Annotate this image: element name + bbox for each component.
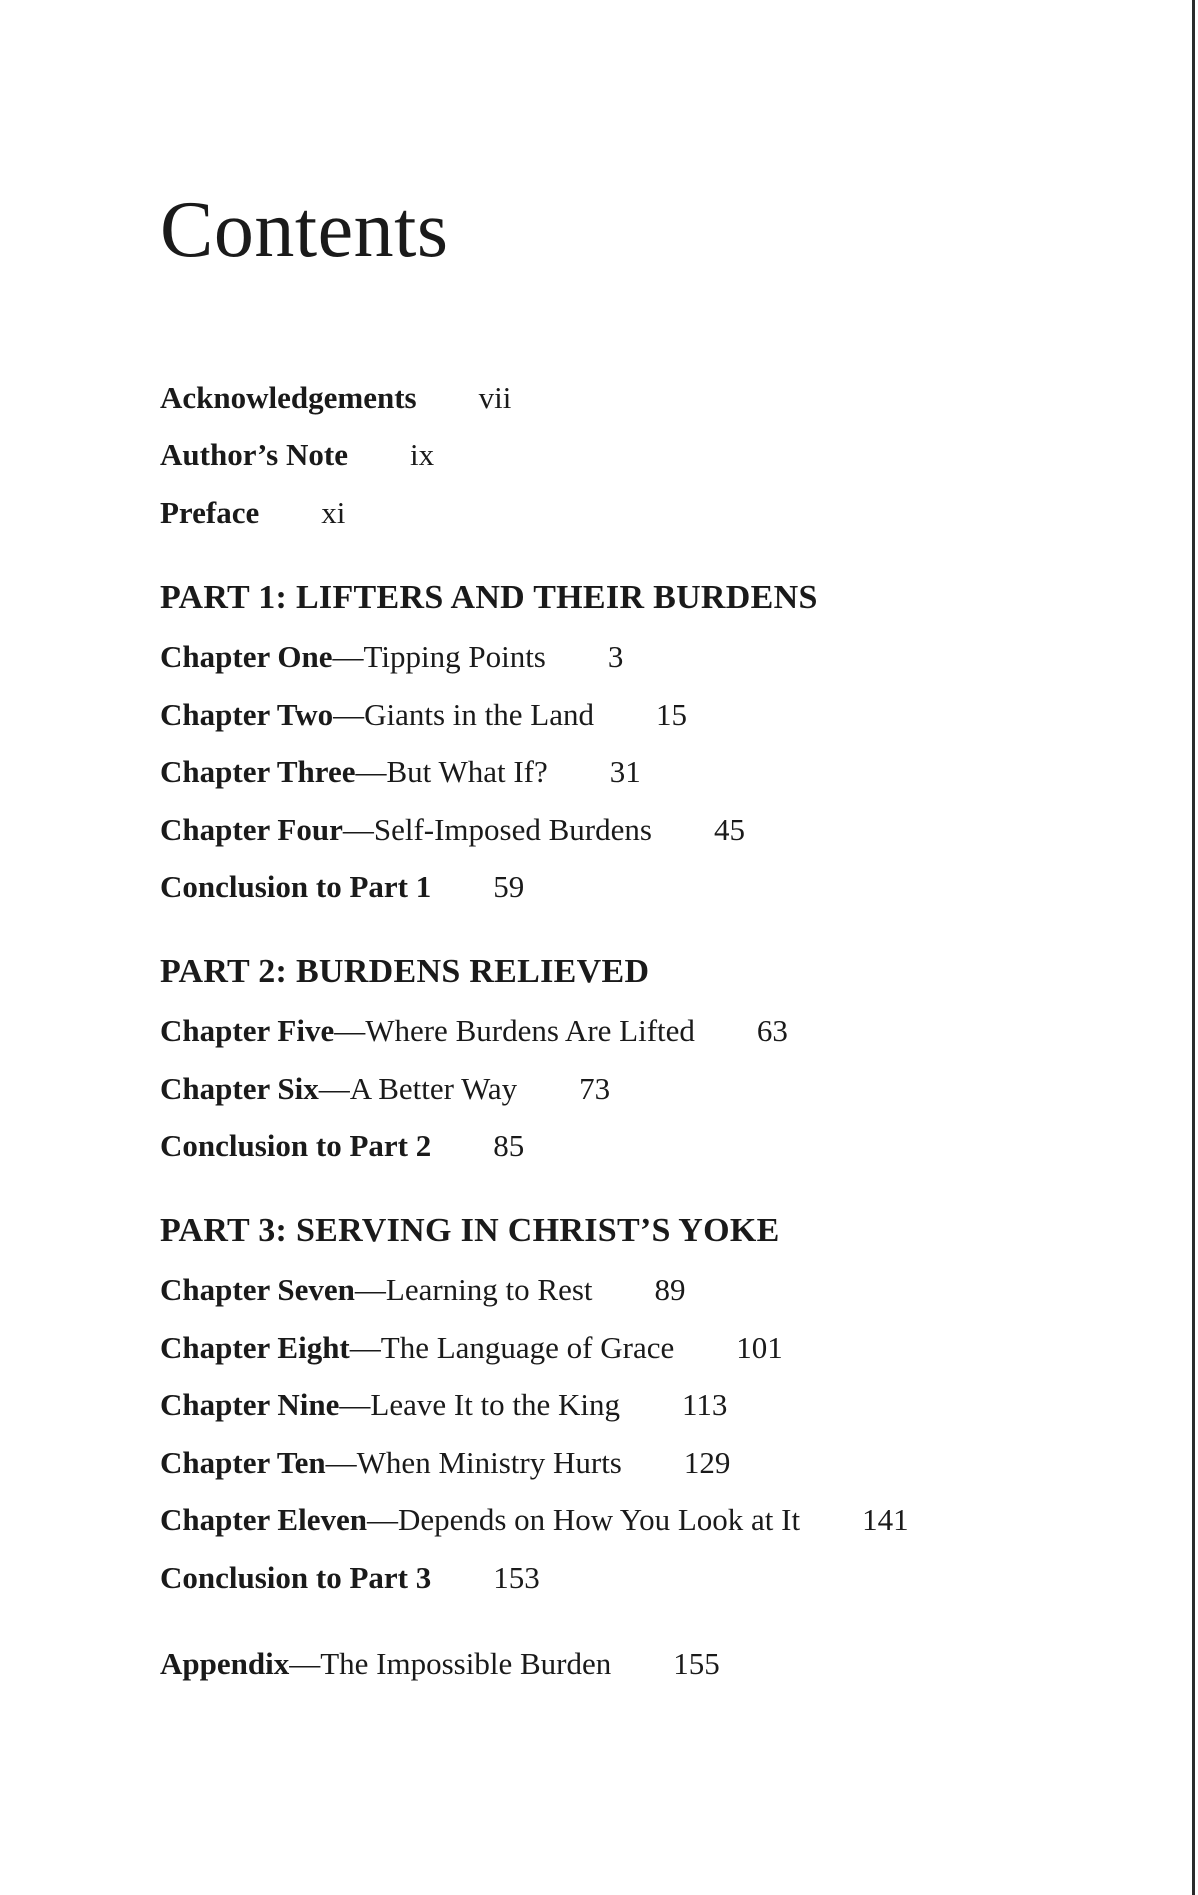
entry-page-number: 45 xyxy=(713,812,745,847)
entry-page-number: 153 xyxy=(493,1560,540,1595)
toc-entry-chapter-three[interactable] xyxy=(160,752,641,792)
entry-name: Chapter Eight xyxy=(160,1330,350,1365)
entry-name: Chapter Ten xyxy=(160,1445,326,1480)
entry-page-number: 101 xyxy=(736,1330,783,1365)
entry-subtitle: —The Impossible Burden xyxy=(289,1646,612,1681)
part-3-heading: PART 3: SERVING IN CHRIST’S YOKE xyxy=(160,1212,780,1249)
toc-entry-conclusion-part-2[interactable] xyxy=(160,1126,524,1166)
entry-page-number: 15 xyxy=(655,697,687,732)
entry-page-number: xi xyxy=(321,495,346,530)
entry-subtitle: —When Ministry Hurts xyxy=(325,1445,622,1480)
entry-page-number: vii xyxy=(478,380,512,415)
entry-name: Chapter Nine xyxy=(160,1387,340,1422)
entry-page-number: 155 xyxy=(673,1646,720,1681)
toc-entry-authors-note[interactable] xyxy=(160,435,434,475)
entry-subtitle: —Where Burdens Are Lifted xyxy=(334,1013,695,1048)
entry-page-number: ix xyxy=(409,437,435,472)
entry-name: Conclusion to Part 2 xyxy=(160,1128,432,1163)
entry-subtitle: —Self-Imposed Burdens xyxy=(342,812,652,847)
toc-entry-chapter-ten[interactable] xyxy=(160,1443,730,1483)
toc-entry-chapter-eleven[interactable] xyxy=(160,1500,909,1540)
entry-name: Preface xyxy=(160,495,260,530)
page-edge-border xyxy=(1192,0,1195,1895)
entry-name: Chapter Eleven xyxy=(160,1502,367,1537)
part-2-heading: PART 2: BURDENS RELIEVED xyxy=(160,953,650,990)
part-1-heading: PART 1: LIFTERS AND THEIR BURDENS xyxy=(160,579,818,616)
entry-page-number: 141 xyxy=(862,1502,909,1537)
page-title: Contents xyxy=(160,186,449,274)
toc-entry-preface[interactable] xyxy=(160,493,345,533)
toc-entry-chapter-one[interactable] xyxy=(160,637,623,677)
entry-name: Chapter Four xyxy=(160,812,343,847)
entry-subtitle: —The Language of Grace xyxy=(349,1330,675,1365)
entry-page-number: 3 xyxy=(607,639,624,674)
toc-entry-conclusion-part-1[interactable] xyxy=(160,867,524,907)
entry-name: Chapter Five xyxy=(160,1013,335,1048)
entry-subtitle: —Leave It to the King xyxy=(339,1387,621,1422)
toc-entry-chapter-two[interactable] xyxy=(160,695,687,735)
entry-name: Appendix xyxy=(160,1646,290,1681)
toc-entry-chapter-seven[interactable] xyxy=(160,1270,686,1310)
toc-entry-chapter-six[interactable] xyxy=(160,1069,610,1109)
entry-page-number: 63 xyxy=(756,1013,788,1048)
entry-page-number: 129 xyxy=(683,1445,731,1480)
entry-page-number: 59 xyxy=(493,869,525,904)
entry-name: Acknowledgements xyxy=(160,380,417,415)
entry-page-number: 89 xyxy=(654,1272,686,1307)
entry-name: Chapter One xyxy=(160,639,333,674)
entry-page-number: 73 xyxy=(579,1071,611,1106)
entry-subtitle: —Learning to Rest xyxy=(354,1272,593,1307)
toc-entry-chapter-eight[interactable] xyxy=(160,1328,783,1368)
toc-entry-acknowledgements[interactable] xyxy=(160,378,511,418)
entry-subtitle: —Tipping Points xyxy=(332,639,546,674)
toc-entry-chapter-four[interactable] xyxy=(160,810,745,850)
toc-entry-conclusion-part-3[interactable] xyxy=(160,1558,540,1598)
entry-name: Conclusion to Part 1 xyxy=(160,869,432,904)
entry-subtitle: —Depends on How You Look at It xyxy=(366,1502,801,1537)
entry-name: Chapter Two xyxy=(160,697,334,732)
entry-name: Chapter Three xyxy=(160,754,356,789)
entry-page-number: 31 xyxy=(609,754,641,789)
entry-name: Chapter Seven xyxy=(160,1272,355,1307)
toc-entry-chapter-nine[interactable] xyxy=(160,1385,727,1425)
entry-name: Chapter Six xyxy=(160,1071,319,1106)
entry-name: Author’s Note xyxy=(160,437,348,472)
toc-entry-chapter-five[interactable] xyxy=(160,1011,788,1051)
entry-page-number: 113 xyxy=(682,1387,728,1422)
entry-subtitle: —A Better Way xyxy=(318,1071,518,1106)
toc-entry-appendix[interactable] xyxy=(160,1644,720,1684)
entry-page-number: 85 xyxy=(493,1128,525,1163)
entry-subtitle: —But What If? xyxy=(355,754,548,789)
entry-subtitle: —Giants in the Land xyxy=(333,697,594,732)
entry-name: Conclusion to Part 3 xyxy=(160,1560,432,1595)
